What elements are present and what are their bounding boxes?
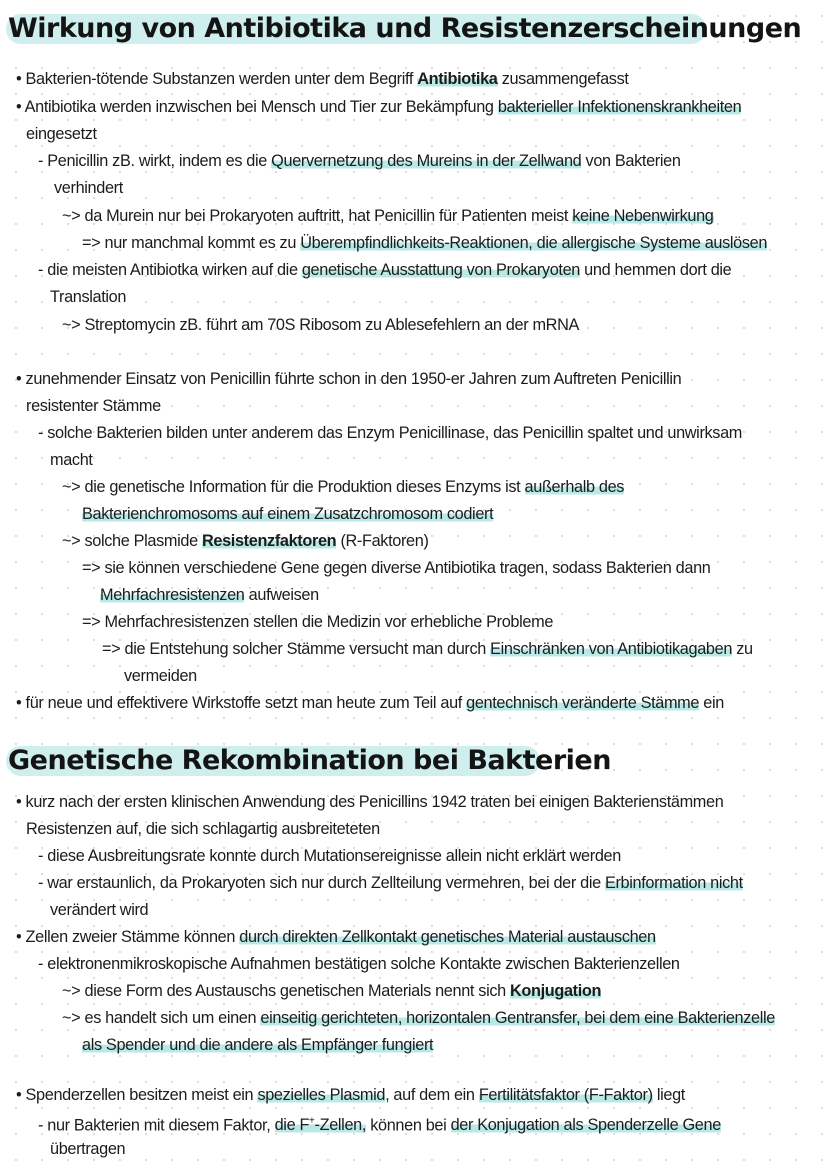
note-line: - elektronenmikroskopische Aufnahmen bestätigen solche Kontakte zwischen Bakterienzellen <box>38 955 680 973</box>
section-title-rekombination: Genetische Rekombination bei Bakterien <box>8 745 611 776</box>
note-line: • Bakterien-tötende Substanzen werden unter dem Begriff Antibiotika zusammengefasst <box>16 70 629 88</box>
term-resistenzfaktoren: Resistenzfaktoren <box>201 532 337 550</box>
term-konjugation: Konjugation <box>510 982 602 1000</box>
note-line: eingesetzt <box>26 125 97 143</box>
note-line: Mehrfachresistenzen aufweisen <box>100 586 319 604</box>
note-line: - diese Ausbreitungsrate konnte durch Mutationsereignisse allein nicht erklärt werden <box>38 847 621 865</box>
note-line: • Spenderzellen besitzen meist ein spezielles Plasmid, auf dem ein Fertilitätsfaktor (F-Faktor) liegt <box>16 1086 685 1104</box>
note-line: • zunehmender Einsatz von Penicillin führte schon in den 1950-er Jahren zum Auftreten Penicillin <box>16 370 682 388</box>
note-line: macht <box>50 451 93 469</box>
note-line: ~> die genetische Information für die Produktion dieses Enzyms ist außerhalb des <box>62 478 625 496</box>
note-line: • Zellen zweier Stämme können durch direkten Zellkontakt genetisches Material austauschen <box>16 928 656 946</box>
note-line: • Antibiotika werden inzwischen bei Mensch und Tier zur Bekämpfung bakterieller Infektionenskrankheiten <box>16 98 742 116</box>
note-line: ~> da Murein nur bei Prokaryoten auftritt, hat Penicillin für Patienten meist keine Nebenwirkung <box>62 207 714 225</box>
note-line: ~> es handelt sich um einen einseitig gerichteten, horizontalen Gentransfer, bei dem eine Bakterienzelle <box>62 1009 775 1027</box>
note-line: • kurz nach der ersten klinischen Anwendung des Penicillins 1942 traten bei einigen Bakterienstämmen <box>16 793 724 811</box>
note-line: Bakterienchromosoms auf einem Zusatzchromosom codiert <box>82 505 494 523</box>
note-line: • für neue und effektivere Wirkstoffe setzt man heute zum Teil auf gentechnisch veränderte Stämme ein <box>16 694 724 712</box>
note-line: - die meisten Antibiotka wirken auf die genetische Ausstattung von Prokaryoten und hemmen dort die <box>38 261 732 279</box>
note-line: Translation <box>50 288 127 306</box>
note-line: - solche Bakterien bilden unter anderem das Enzym Penicillinase, das Penicillin spaltet und unwirksam <box>38 424 743 442</box>
note-line: ~> diese Form des Austauschs genetischen Materials nennt sich Konjugation <box>62 982 602 1000</box>
term-antibiotika: Antibiotika <box>417 70 498 88</box>
note-line: verhindert <box>54 179 123 197</box>
section-title-antibiotika: Wirkung von Antibiotika und Resistenzerscheinungen <box>8 13 802 44</box>
note-line: => die Entstehung solcher Stämme versucht man durch Einschränken von Antibiotikagaben zu <box>102 640 753 658</box>
note-line: - Penicillin zB. wirkt, indem es die Quervernetzung des Mureins in der Zellwand von Bakterien <box>38 152 681 170</box>
note-line: => nur manchmal kommt es zu Überempfindlichkeits-Reaktionen, die allergische Systeme auslösen <box>82 234 768 252</box>
note-line: vermeiden <box>124 667 197 685</box>
note-line: resistenter Stämme <box>26 397 161 415</box>
note-line: ~> solche Plasmide Resistenzfaktoren (R-Faktoren) <box>62 532 429 550</box>
note-line: verändert wird <box>50 901 149 919</box>
note-line: => sie können verschiedene Gene gegen diverse Antibiotika tragen, sodass Bakterien dann <box>82 559 711 577</box>
note-line: - war erstaunlich, da Prokaryoten sich nur durch Zellteilung vermehren, bei der die Erbinformation nicht <box>38 874 743 892</box>
note-line: ~> Streptomycin zB. führt am 70S Ribosom zu Ablesefehlern an der mRNA <box>62 316 580 334</box>
note-line: Resistenzen auf, die sich schlagartig ausbreiteteten <box>26 820 380 838</box>
note-line: übertragen <box>50 1140 126 1158</box>
note-line: als Spender und die andere als Empfänger fungiert <box>82 1036 434 1054</box>
note-line: => Mehrfachresistenzen stellen die Medizin vor erhebliche Probleme <box>82 613 554 631</box>
note-line: - nur Bakterien mit diesem Faktor, die F+-Zellen, können bei der Konjugation als Spenderzelle Gene <box>38 1116 721 1135</box>
